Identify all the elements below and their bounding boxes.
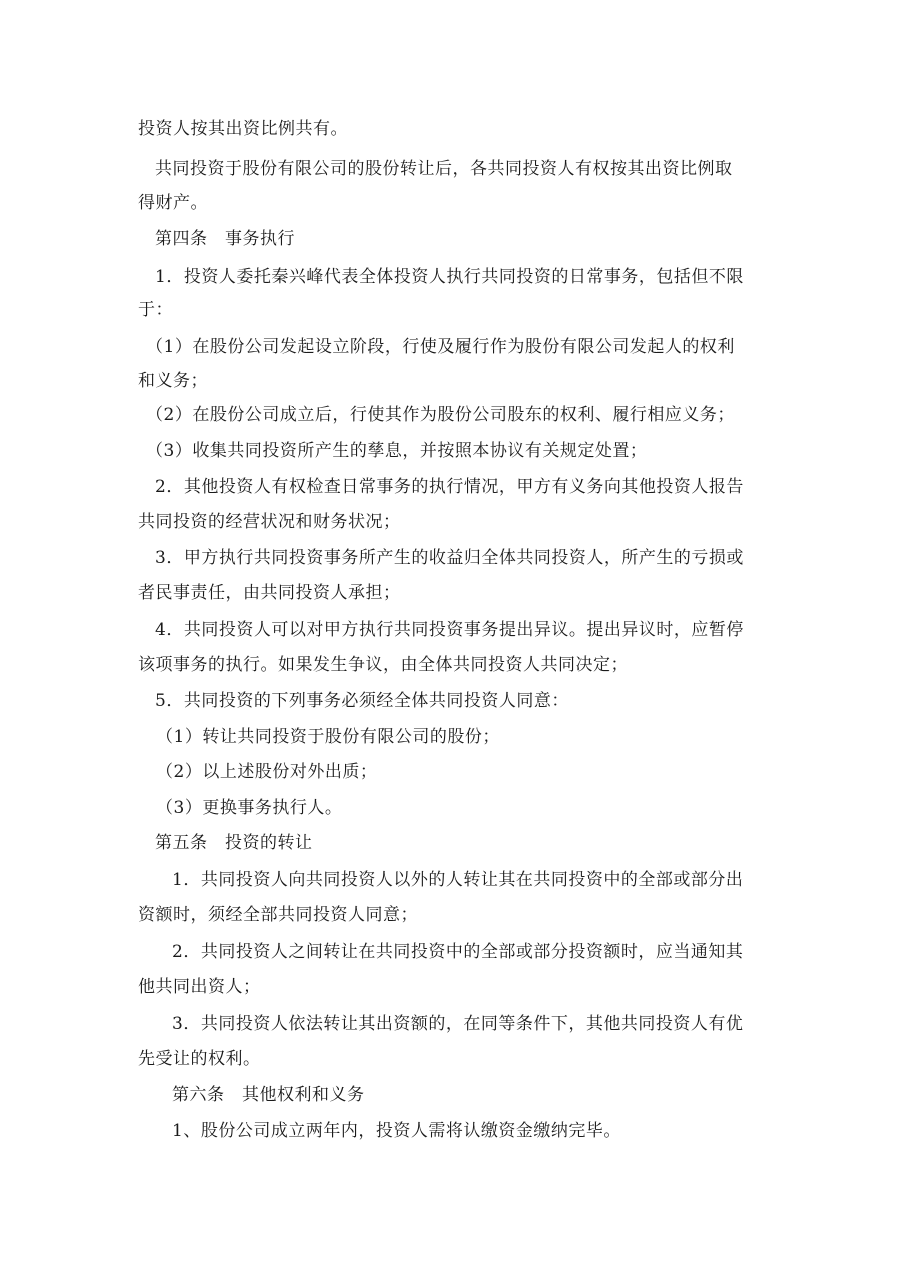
paragraph-line: 1．共同投资人向共同投资人以外的人转让其在共同投资中的全部或部分出 (172, 870, 744, 890)
article-heading: 第四条 事务执行 (155, 229, 295, 249)
paragraph-line: 共同投资的经营状况和财务状况； (138, 512, 401, 532)
paragraph-line: （3）更换事务执行人。 (156, 798, 343, 818)
paragraph-line: （2）在股份公司成立后，行使其作为股份公司股东的权利、履行相应义务； (146, 405, 735, 425)
paragraph-line: 投资人按其出资比例共有。 (138, 119, 348, 139)
paragraph-line: 2．共同投资人之间转让在共同投资中的全部或部分投资额时，应当通知其 (172, 942, 744, 962)
article-heading: 第六条 其他权利和义务 (172, 1085, 365, 1105)
paragraph-line: 4．共同投资人可以对甲方执行共同投资事务提出异议。提出异议时，应暂停 (155, 620, 744, 640)
paragraph-line: 资额时，须经全部共同投资人同意； (138, 905, 418, 925)
article-heading: 第五条 投资的转让 (155, 833, 313, 853)
paragraph-line: 得财产。 (138, 193, 208, 213)
paragraph-line: 者民事责任，由共同投资人承担； (138, 583, 401, 603)
paragraph-line: 他共同出资人； (138, 977, 261, 997)
paragraph-line: 共同投资于股份有限公司的股份转让后，各共同投资人有权按其出资比例取 (155, 159, 733, 179)
paragraph-line: （1）在股份公司发起设立阶段，行使及履行作为股份有限公司发起人的权利 (146, 337, 735, 357)
paragraph-line: 2．其他投资人有权检查日常事务的执行情况，甲方有义务向其他投资人报告 (155, 477, 744, 497)
paragraph-line: 该项事务的执行。如果发生争议，由全体共同投资人共同决定； (138, 655, 628, 675)
paragraph-line: （3）收集共同投资所产生的孳息，并按照本协议有关规定处置； (146, 441, 648, 461)
paragraph-line: 于： (138, 300, 173, 320)
paragraph-line: 先受让的权利。 (138, 1049, 261, 1069)
paragraph-line: （2）以上述股份对外出质； (156, 762, 378, 782)
paragraph-line: 5．共同投资的下列事务必须经全体共同投资人同意： (155, 691, 569, 711)
paragraph-line: 1、股份公司成立两年内，投资人需将认缴资金缴纳完毕。 (172, 1121, 621, 1141)
paragraph-line: 1．投资人委托秦兴峰代表全体投资人执行共同投资的日常事务，包括但不限 (155, 267, 744, 287)
paragraph-line: 和义务； (138, 371, 208, 391)
paragraph-line: （1）转让共同投资于股份有限公司的股份； (156, 727, 500, 747)
paragraph-line: 3．甲方执行共同投资事务所产生的收益归全体共同投资人，所产生的亏损或 (155, 548, 744, 568)
paragraph-line: 3．共同投资人依法转让其出资额的，在同等条件下，其他共同投资人有优 (172, 1014, 744, 1034)
